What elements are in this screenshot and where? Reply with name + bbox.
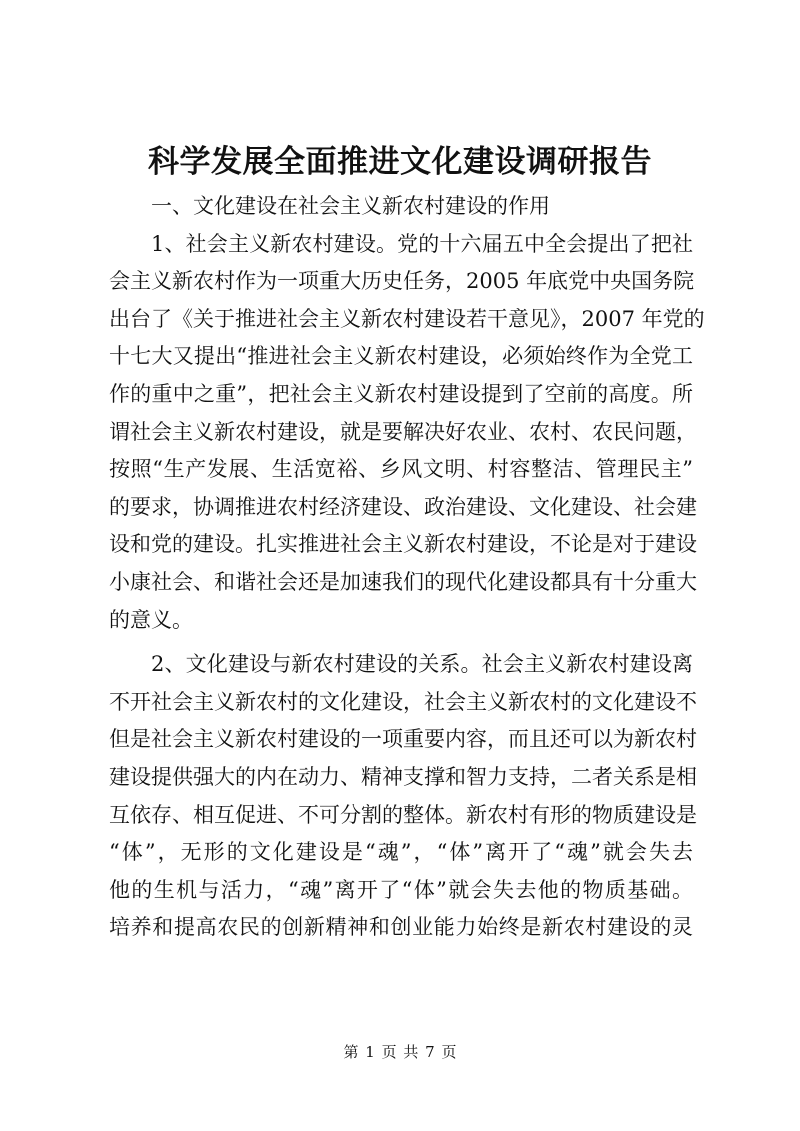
paragraph-2 [109, 646, 697, 947]
paragraph-spacer [109, 639, 693, 646]
paragraph-line: 培养和提高农民的创新精神和创业能力始终是新农村建设的灵 [109, 915, 693, 940]
paragraph-line: 设和党的建设。扎实推进社会主义新农村建设，不论是对于建设 [109, 532, 697, 557]
paragraph-line: 的要求，协调推进农村经济建设、政治建设、文化建设、社会建 [109, 494, 697, 519]
paragraph-line: 2、文化建设与新农村建设的关系。社会主义新农村建设离 [151, 652, 693, 677]
section-heading: 一、文化建设在社会主义新农村建设的作用 [151, 194, 550, 218]
paragraph-line: 谓社会主义新农村建设，就是要解决好农业、农村、农民问题， [109, 419, 697, 444]
paragraph-line: 作的重中之重”，把社会主义新农村建设提到了空前的高度。所 [109, 381, 693, 406]
paragraph-line: 的意义。 [109, 607, 193, 632]
page-number: 第 1 页 共 7 页 [343, 1043, 457, 1061]
paragraph-line: 出台了《关于推进社会主义新农村建设若干意见》，2007 年党的 [109, 306, 705, 331]
paragraph-line: 但是社会主义新农村建设的一项重要内容，而且还可以为新农村 [109, 727, 697, 752]
paragraph-line: 不开社会主义新农村的文化建设，社会主义新农村的文化建设不 [109, 689, 697, 714]
paragraph-line: 互依存、相互促进、不可分割的整体。新农村有形的物质建设是 [109, 802, 697, 827]
paragraph-1 [109, 226, 705, 640]
paragraph-line: 小康社会、和谐社会还是加速我们的现代化建设都具有十分重大 [109, 569, 697, 594]
document-title: 科学发展全面推进文化建设调研报告 [148, 144, 652, 180]
paragraph-line: 他的生机与活力，“魂”离开了“体”就会失去他的物质基础。 [109, 877, 693, 902]
paragraph-line: 十七大又提出“推进社会主义新农村建设，必须始终作为全党工 [109, 344, 693, 369]
paragraph-line: “体”，无形的文化建设是“魂”，“体”离开了“魂”就会失去 [109, 840, 693, 865]
document-body [109, 188, 705, 947]
paragraph-line: 按照“生产发展、生活宽裕、乡风文明、村容整洁、管理民主” [109, 457, 693, 482]
paragraph-line: 建设提供强大的内在动力、精神支撑和智力支持，二者关系是相 [109, 764, 697, 789]
paragraph-line: 1、社会主义新农村建设。党的十六届五中全会提出了把社 [151, 231, 693, 256]
paragraph-line: 会主义新农村作为一项重大历史任务，2005 年底党中央国务院 [109, 269, 695, 294]
